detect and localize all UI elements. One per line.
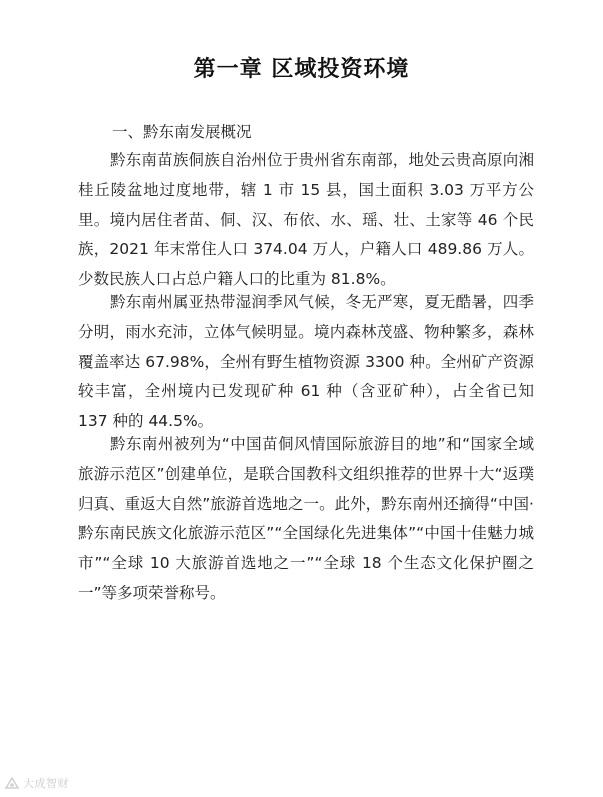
paragraph-overview: 黔东南苗族侗族自治州位于贵州省东南部，地处云贵高原向湘桂丘陵盆地过度地带，辖 1 市 15 县，国土面积 3.03 万平方公里。境内居住者苗、侗、汉、布依、水、瑶、壮、土家等 46 个民族，2021 年末常住人口 374.04 万人，户籍人口 489.86 万人。少数民族人口占总户籍人口的比重为 81.8%。 xyxy=(78,151,534,289)
paragraph-tourism-honors: 黔东南州被列为“中国苗侗风情国际旅游目的地”和“国家全域旅游示范区”创建单位，是联合国教科文组织推荐的世界十大“返璞归真、重返大自然”旅游首选地之一。此外，黔东南州还摘得“中国·黔东南民族文化旅游示范区”“全国绿化先进集体”“中国十佳魅力城市”“全球 10 大旅游首选地之一”“全球 18 个生态文化保护圈之一”等多项荣誉称号。 xyxy=(78,435,534,602)
paragraph-climate-resources: 黔东南州属亚热带湿润季风气候，冬无严寒，夏无酷暑，四季分明，雨水充沛，立体气候明显。境内森林茂盛、物种繁多，森林覆盖率达 67.98%，全州有野生植物资源 3300 种。全州矿产资源较丰富，全州境内已发现矿种 61 种（含亚矿种），占全省已知 137 种的 44.5%。 xyxy=(78,293,534,431)
watermark-text: 大成智财 xyxy=(23,777,69,790)
watermark xyxy=(4,775,69,791)
logo-icon xyxy=(4,776,20,790)
chapter-title: 第一章 区域投资环境 xyxy=(193,56,410,82)
section-heading: 一、黔东南发展概况 xyxy=(112,123,252,141)
